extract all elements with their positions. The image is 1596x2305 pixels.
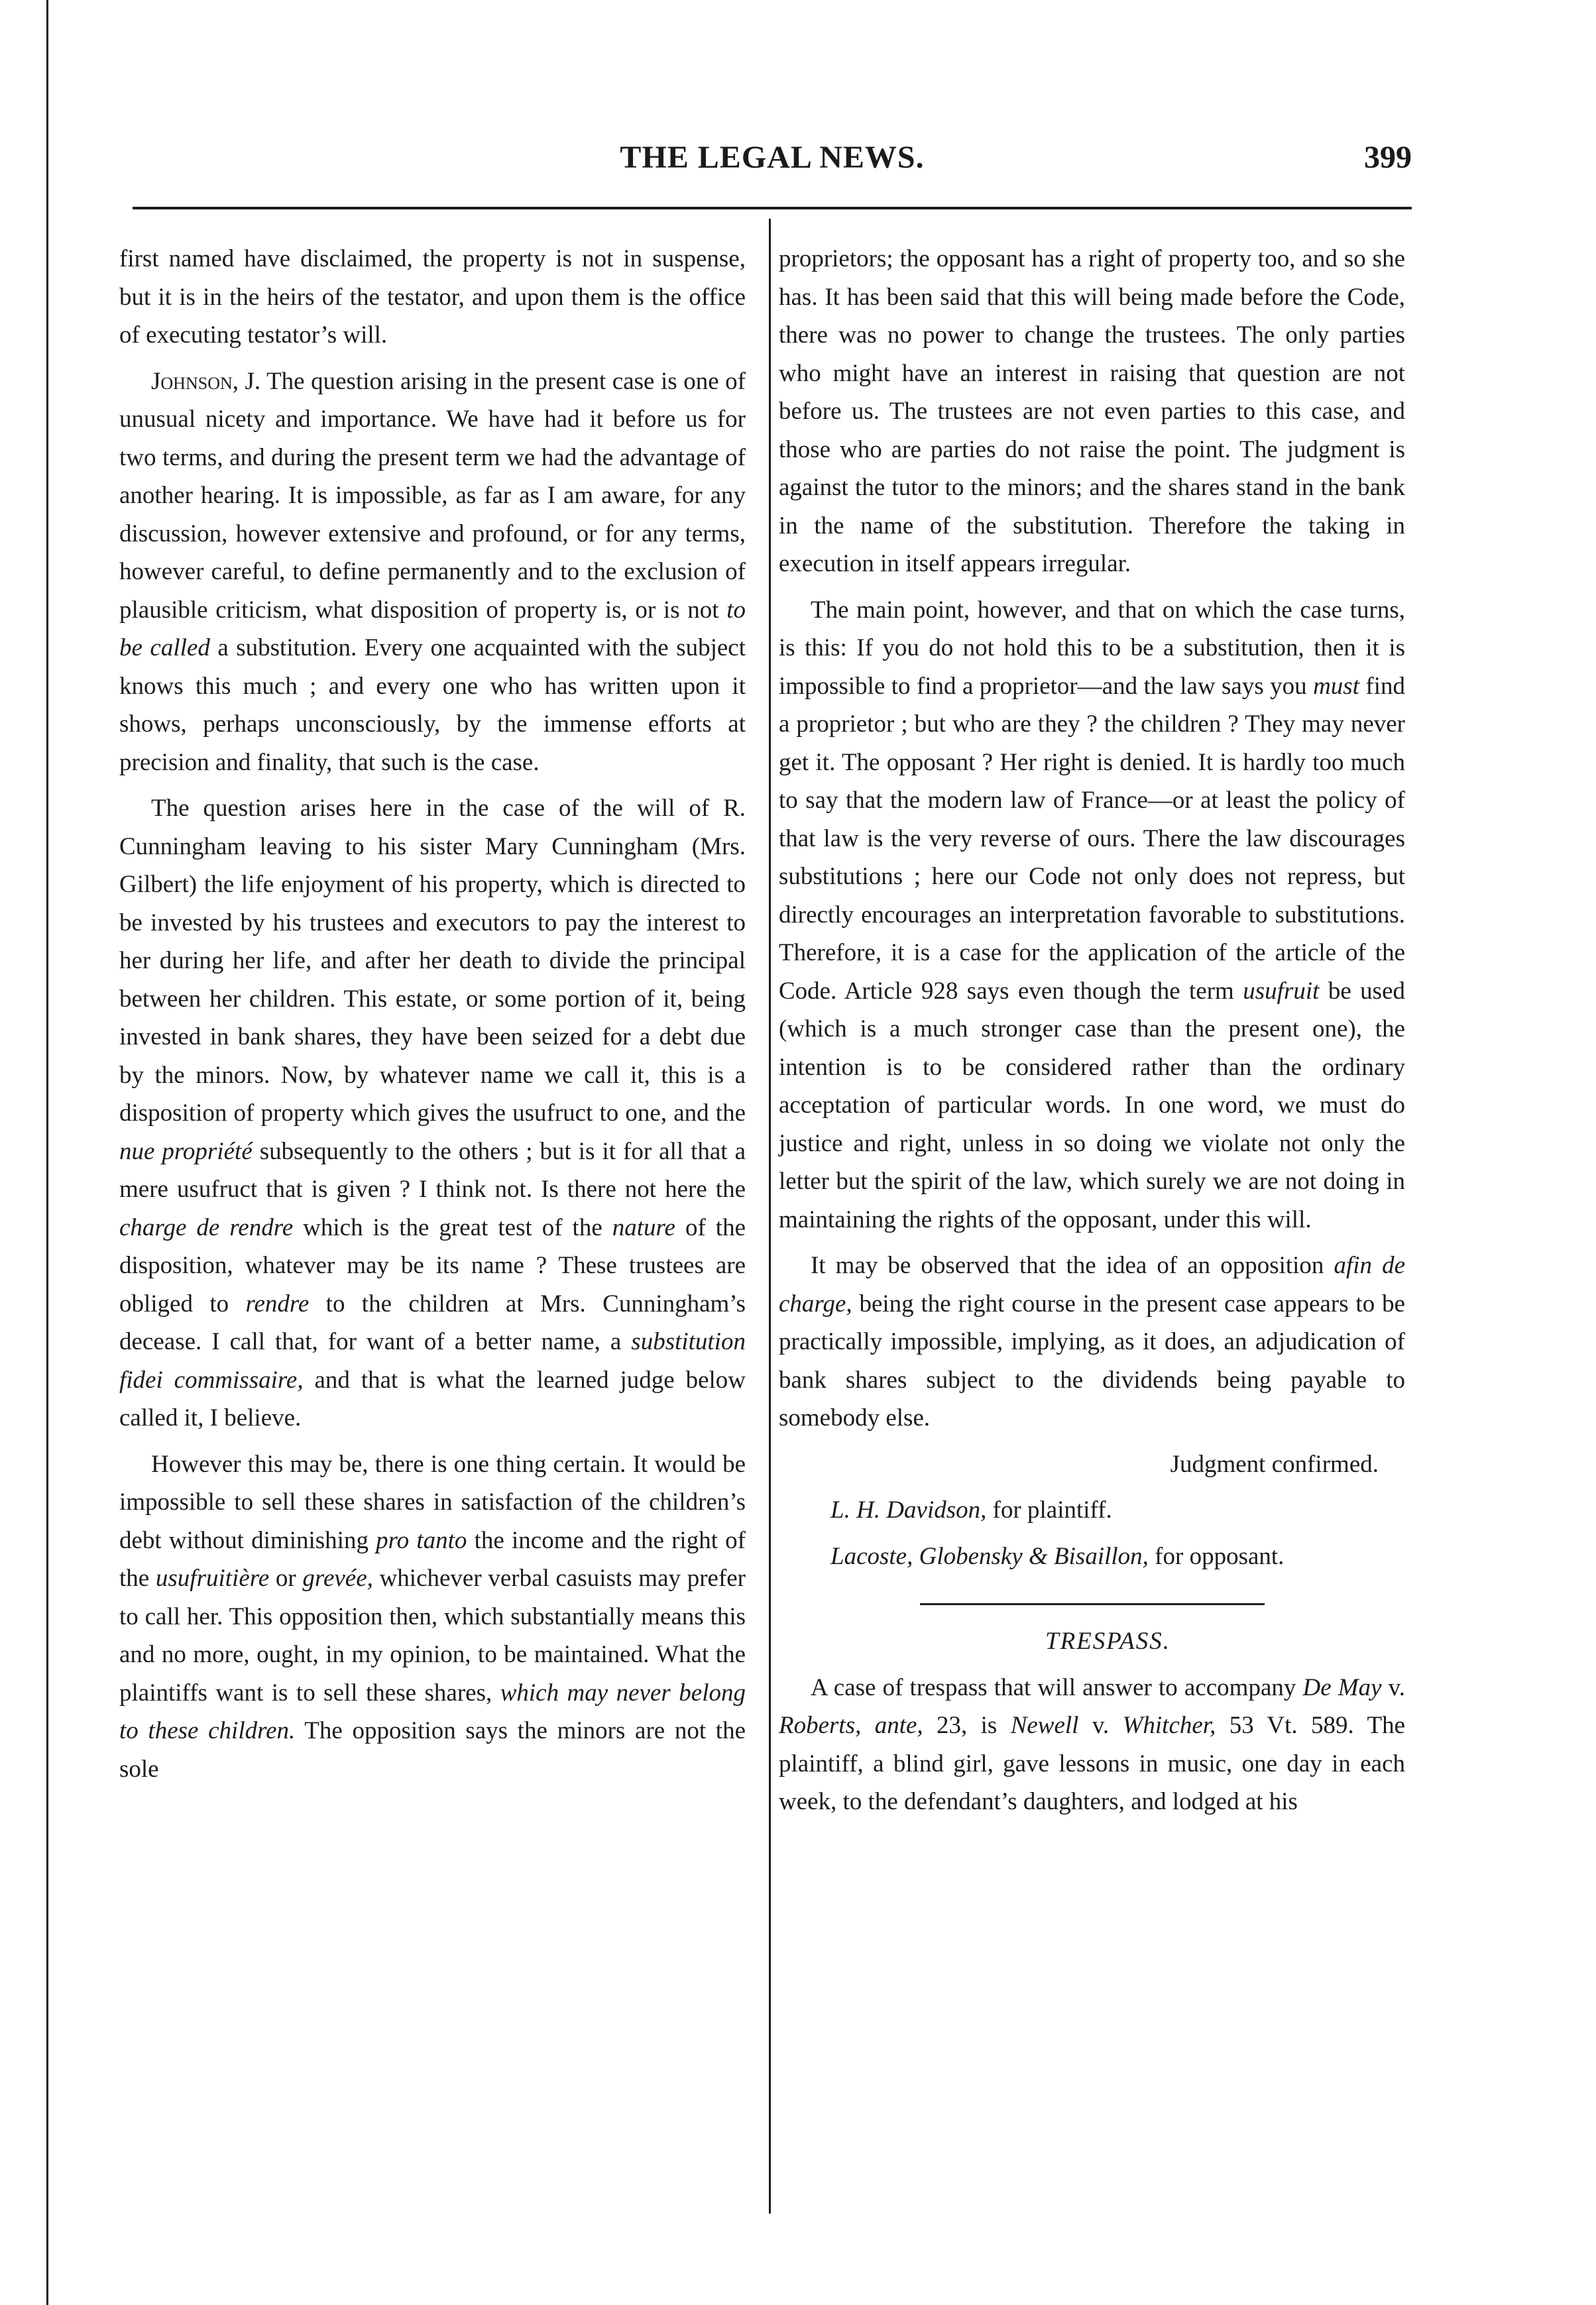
paragraph: A case of trespass that will answer to accompany De May v. Roberts, ante, 23, is Newell v. Whitcher, 53 Vt. 589. The plaintiff, a blind girl, gave lessons in music, one day in each week, to the defendant’s daughters, and lodged at his <box>779 1673 1405 1815</box>
counsel-opposant: Lacoste, Globensky & Bisaillon, for opposant. <box>830 1542 1284 1570</box>
paragraph: first named have disclaimed, the property is not in suspense, but it is in the heirs of the testator, and upon them is the office of executing testator’s will. <box>119 245 746 349</box>
section-title: TRESPASS. <box>1045 1628 1170 1655</box>
column-divider <box>769 219 771 2214</box>
paragraph: The question arises here in the case of the will of R. Cunningham leaving to his sister Mary Cunningham (Mrs. Gilbert) the life enjoyment of his property, which is directed to be invested by his trustees and executors to pay the interest to her during her life, and after her death to divide the principal between her children. This estate, or some portion of it, being invested in bank shares, they have been seized for a debt due by the minors. Now, by whatever name we call it, this is a disposition of property which gives the usufruct to one, and the nue propriété subsequently to the others ; but is it for all that a mere usufruct that is given ? I think not. Is there not here the charge de rendre which is the great test of the nature of the disposition, whatever may be its name ? These trustees are obliged to rendre to the children at Mrs. Cunningham’s decease. I call that, for want of a better name, a substitution fidei commissaire, and that is what the learned judge below called it, I believe. <box>119 795 746 1432</box>
paragraph: proprietors; the opposant has a right of property too, and so she has. It has been said that this will being made before the Code, there was no power to change the trustees. The only parties who might have an interest in raising that question are not before us. The trustees are not even parties to this case, and those who are parties do not raise the point. The judgment is against the tutor to the minors; and the shares stand in the bank in the name of the substitution. Therefore the taking in execution in itself appears irregular. <box>779 245 1405 577</box>
right-column <box>779 240 1405 1829</box>
judgment-line: Judgment confirmed. <box>1170 1450 1379 1478</box>
header-rule <box>133 207 1412 209</box>
paragraph: Johnson, J. The question arising in the present case is one of unusual nicety and importance. We have had it before us for two terms, and during the present term we had the advantage of another hearing. It is impossible, as far as I am aware, for any discussion, however extensive and profound, or for any terms, however careful, to define permanently and to the exclusion of plausible criticism, what disposition of property is, or is not to be called a substitution. Every one acquainted with the subject knows this much ; and every one who has written upon it shows, perhaps unconsciously, by the immense efforts at precision and finality, that such is the case. <box>119 367 746 776</box>
left-column <box>119 240 746 1796</box>
counsel-plaintiff: L. H. Davidson, for plaintiff. <box>830 1496 1112 1524</box>
page-edge-line <box>46 0 48 2305</box>
page-number: 399 <box>1364 140 1412 175</box>
running-header <box>133 139 1412 186</box>
paragraph: However this may be, there is one thing certain. It would be impossible to sell these shares in satisfaction of the children’s debt without diminishing pro tanto the income and the right of the usufruitière or grevée, whichever verbal casuists may prefer to call her. This opposition then, which substantially means this and no more, ought, in my opinion, to be maintained. What the plaintiffs want is to sell these shares, which may never belong to these children. The opposition says the minors are not the sole <box>119 1450 746 1783</box>
journal-title: THE LEGAL NEWS. <box>620 140 925 175</box>
judge-name: Johnson, J. <box>151 367 261 395</box>
paragraph: It may be observed that the idea of an opposition afin de charge, being the right course in the present case appears to be practically impossible, implying, as it does, an adjudication of bank shares subject to the dividends being payable to somebody else. <box>779 1252 1405 1432</box>
paragraph: The main point, however, and that on which the case turns, is this: If you do not hold this to be a substitution, then it is impossible to find a proprietor—and the law says you must find a proprietor ; but who are they ? the children ? They may never get it. The opposant ? Her right is denied. It is hardly too much to say that the modern law of France—or at least the policy of that law is the very reverse of ours. There the law discourages substitutions ; here our Code not only does not repress, but directly encourages an interpretation favorable to substitutions. Therefore, it is a case for the application of the article of the Code. Article 928 says even though the term usufruit be used (which is a much stronger case than the present one), the intention is to be considered rather than the ordinary acceptation of particular words. In one word, we must do justice and right, unless in so doing we violate not only the letter but the spirit of the law, which surely we are not doing in maintaining the rights of the opposant, under this will. <box>779 596 1405 1233</box>
section-rule <box>920 1603 1265 1605</box>
